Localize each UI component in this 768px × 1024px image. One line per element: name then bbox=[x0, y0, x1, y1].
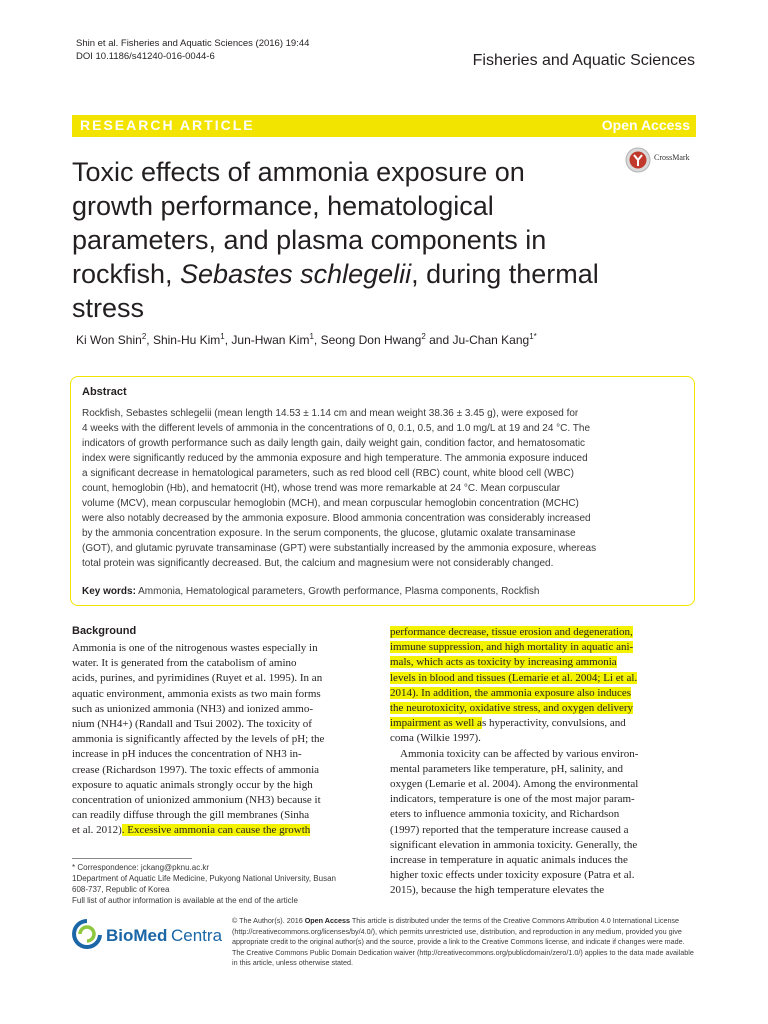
keywords-label: Key words: bbox=[82, 586, 136, 597]
highlighted-text: mals, which acts as toxicity by increasing ammonia bbox=[390, 656, 617, 669]
body-line: Ammonia toxicity can be affected by various environ- bbox=[400, 747, 639, 760]
abstract-line: 4 weeks with the different levels of ammonia in the concentrations of 0, 0.1, 0.5, and 1.0 mg/L at 19 and 24 °C. The bbox=[82, 423, 591, 434]
doi-line: DOI 10.1186/s41240-016-0044-6 bbox=[76, 51, 215, 62]
body-line: eters to influence ammonia toxicity, and Richardson bbox=[390, 808, 620, 821]
body-line: mental parameters like temperature, pH, salinity, and bbox=[390, 762, 623, 775]
affiliation-mark: 1 bbox=[309, 332, 314, 341]
body-line bbox=[390, 701, 694, 716]
body-text: et al. 2012) bbox=[72, 824, 122, 837]
body-line: concentration of unionized ammonium (NH3) because it bbox=[72, 794, 321, 807]
body-line: significant elevation in ammonia toxicity. Generally, the bbox=[390, 838, 638, 851]
affiliation-mark: 1* bbox=[529, 332, 537, 341]
correspondence[interactable]: * Correspondence: jckang@pknu.ac.kr bbox=[72, 863, 210, 872]
body-line bbox=[390, 655, 694, 670]
body-line: coma (Wilkie 1997). bbox=[390, 732, 481, 745]
title-line: Toxic effects of ammonia exposure on bbox=[72, 157, 525, 187]
abstract-line: Rockfish, Sebastes schlegelii (mean length 14.53 ± 1.14 cm and mean weight 38.36 ± 3.45 g), were exposed for bbox=[82, 408, 579, 419]
body-line: increase in pH induces the concentration of NH3 in- bbox=[72, 748, 302, 761]
journal-name: Fisheries and Aquatic Sciences bbox=[472, 52, 695, 69]
title-text: , during thermal bbox=[411, 259, 599, 289]
keywords-text: Ammonia, Hematological parameters, Growth performance, Plasma components, Rockfish bbox=[138, 586, 540, 597]
copyright: © The Author(s). 2016 bbox=[232, 916, 305, 925]
affiliation-mark: 1 bbox=[220, 332, 225, 341]
body-line bbox=[390, 625, 694, 640]
citation-line: Shin et al. Fisheries and Aquatic Sciences (2016) 19:44 bbox=[76, 38, 310, 49]
title-line: growth performance, hematological bbox=[72, 191, 494, 221]
body-line bbox=[72, 823, 376, 838]
body-line bbox=[390, 716, 694, 731]
body-line: ammonia is significantly affected by the levels of pH; the bbox=[72, 733, 325, 746]
abstract-line: indicators of growth performance such as daily length gain, daily weight gain, condition factor, and hematosomatic bbox=[82, 438, 586, 449]
author-name[interactable]: Jun-Hwan Kim bbox=[231, 333, 310, 347]
body-line: can readily diffuse through the gill membranes (Sinha bbox=[72, 809, 310, 822]
biomed-central-logo[interactable] bbox=[72, 918, 222, 957]
affiliation-line: 1Department of Aquatic Life Medicine, Pukyong National University, Busan bbox=[72, 874, 336, 883]
footnote-divider bbox=[72, 858, 192, 859]
body-line: oxygen (Lemarie et al. 2004). Among the environmental bbox=[390, 778, 639, 791]
abstract-line: index were significantly reduced by the ammonia exposure and high temperature. The ammonia exposure induced bbox=[82, 453, 588, 464]
license-text bbox=[232, 916, 694, 969]
highlighted-text: performance decrease, tissue erosion and degeneration, bbox=[390, 626, 633, 638]
body-left-column bbox=[72, 641, 376, 839]
abstract-line: (GOT), and glutamic pyruvate transaminase (GPT) were substantially increased by the ammonia exposure, whereas bbox=[82, 543, 597, 554]
body-line: aquatic environment, ammonia exists as two main forms bbox=[72, 687, 321, 700]
article-type: RESEARCH ARTICLE bbox=[80, 117, 255, 133]
abstract-line: count, hemoglobin (Hb), and hematocrit (Ht), whose trend was more remarkable at 24 °C. Mean corpuscular bbox=[82, 483, 561, 494]
title-text: rockfish, bbox=[72, 259, 181, 289]
highlighted-text: impairment as well a bbox=[390, 717, 482, 730]
body-line: nium (NH4+) (Randall and Tsui 2002). The toxicity of bbox=[72, 718, 312, 731]
body-line: increase in temperature in aquatic animals induces the bbox=[390, 854, 628, 867]
full-list-note: Full list of author information is available at the end of the article bbox=[72, 896, 298, 905]
open-access-bold: Open Access bbox=[304, 916, 350, 925]
abstract-heading: Abstract bbox=[82, 386, 127, 398]
affiliation-mark: 2 bbox=[421, 332, 426, 341]
body-line bbox=[390, 640, 694, 655]
abstract-line: a significant decrease in hematological parameters, such as red blood cell (RBC) count, white blood cell (WBC) bbox=[82, 468, 574, 479]
abstract-line: by the ammonia concentration exposure. In the serum components, the glucose, glutamic oxalate transaminase bbox=[82, 528, 576, 539]
author-name[interactable]: Shin-Hu Kim bbox=[152, 333, 221, 347]
logo-text-central: Central bbox=[171, 926, 222, 945]
license-body: This article is distributed under the terms of the Creative Commons Attribution 4.0 International License (http://creativecommons.org/licenses/by/4.0/), which permits unrestricted use, distribution, and reproduction in any medium, provided you give appropriate credit to the original author(s) and the source, provide a link to the Creative Commons license, and indicate if changes were made. The Creative Commons Public Domain Dedication waiver (http://creativecommons.org/publicdomain/zero/1.0/) applies to the data made available in this article, unless otherwise stated. bbox=[232, 916, 694, 967]
body-line: exposure to aquatic animals strongly occur by the high bbox=[72, 778, 313, 791]
body-line: (1997) reported that the temperature increase caused a bbox=[390, 823, 629, 836]
body-line bbox=[390, 686, 694, 701]
affiliation-line: 608-737, Republic of Korea bbox=[72, 885, 170, 894]
species-name: Sebastes schlegelii bbox=[180, 259, 412, 289]
author-name[interactable]: Ju-Chan Kang bbox=[452, 333, 530, 347]
body-line: acids, purines, and pyrimidines (Ruyet et al. 1995). In an bbox=[72, 672, 323, 685]
body-line: such as unionized ammonia (NH3) and ionized ammo- bbox=[72, 702, 314, 715]
highlighted-text: immune suppression, and high mortality in aquatic ani- bbox=[390, 641, 634, 654]
crossmark-icon[interactable] bbox=[625, 147, 651, 178]
footnotes bbox=[72, 862, 376, 906]
abstract-line: total protein was significantly decreased. But, the calcium and magnesium were not considerably changed. bbox=[82, 558, 554, 569]
body-line: indicators, temperature is one of the most major param- bbox=[390, 793, 635, 806]
body-right-column bbox=[390, 625, 694, 899]
body-line: 2015), because the high temperature elevates the bbox=[390, 884, 605, 897]
highlighted-text: 2014). In addition, the ammonia exposure also induces bbox=[390, 686, 632, 699]
open-access-label: Open Access bbox=[601, 117, 690, 133]
highlighted-text: levels in blood and tissues (Lemarie et al. 2004; Li et al. bbox=[390, 671, 638, 684]
article-title bbox=[72, 155, 602, 325]
author-list: Ki Won Shin$^2$, Shin-Hu Kim$^1$, Jun-Hwan Kim$^1$, Seong Don Hwang$^2$ and Ju-Chan Kang$^{1*}$ bbox=[76, 332, 537, 347]
keywords bbox=[82, 586, 539, 597]
abstract-line: were also notably decreased by the ammonia exposure. Blood ammonia concentration was considerably increased bbox=[82, 513, 591, 524]
author-name[interactable]: Ki Won Shin bbox=[76, 333, 142, 347]
body-text: s hyperactivity, convulsions, and bbox=[481, 717, 626, 730]
crossmark-label[interactable]: CrossMark bbox=[654, 153, 690, 162]
highlighted-text: . Excessive ammonia can cause the growth bbox=[121, 824, 311, 837]
title-line: parameters, and plasma components in bbox=[72, 225, 547, 255]
article-type-banner bbox=[72, 115, 696, 137]
section-heading-background: Background bbox=[72, 625, 137, 637]
abstract-line: volume (MCV), mean corpuscular hemoglobin (MCH), and mean corpuscular hemoglobin concentration (MCHC) bbox=[82, 498, 579, 509]
body-line: higher toxic effects under toxicity exposure (Patra et al. bbox=[390, 869, 635, 882]
logo-text-biomed: BioMed bbox=[106, 926, 168, 945]
author-name[interactable]: Seong Don Hwang bbox=[320, 333, 422, 347]
body-line: Ammonia is one of the nitrogenous wastes especially in bbox=[72, 642, 318, 654]
body-line: water. It is generated from the catabolism of amino bbox=[72, 657, 297, 670]
title-line: stress bbox=[72, 293, 145, 323]
highlighted-text: the neurotoxicity, oxidative stress, and oxygen delivery bbox=[390, 702, 634, 715]
affiliation-mark: 2 bbox=[141, 332, 147, 341]
body-line: crease (Richardson 1997). The toxic effects of ammonia bbox=[72, 763, 320, 776]
citation bbox=[76, 37, 309, 63]
abstract-text bbox=[82, 406, 687, 571]
body-line bbox=[390, 671, 694, 686]
title-line bbox=[72, 257, 602, 291]
